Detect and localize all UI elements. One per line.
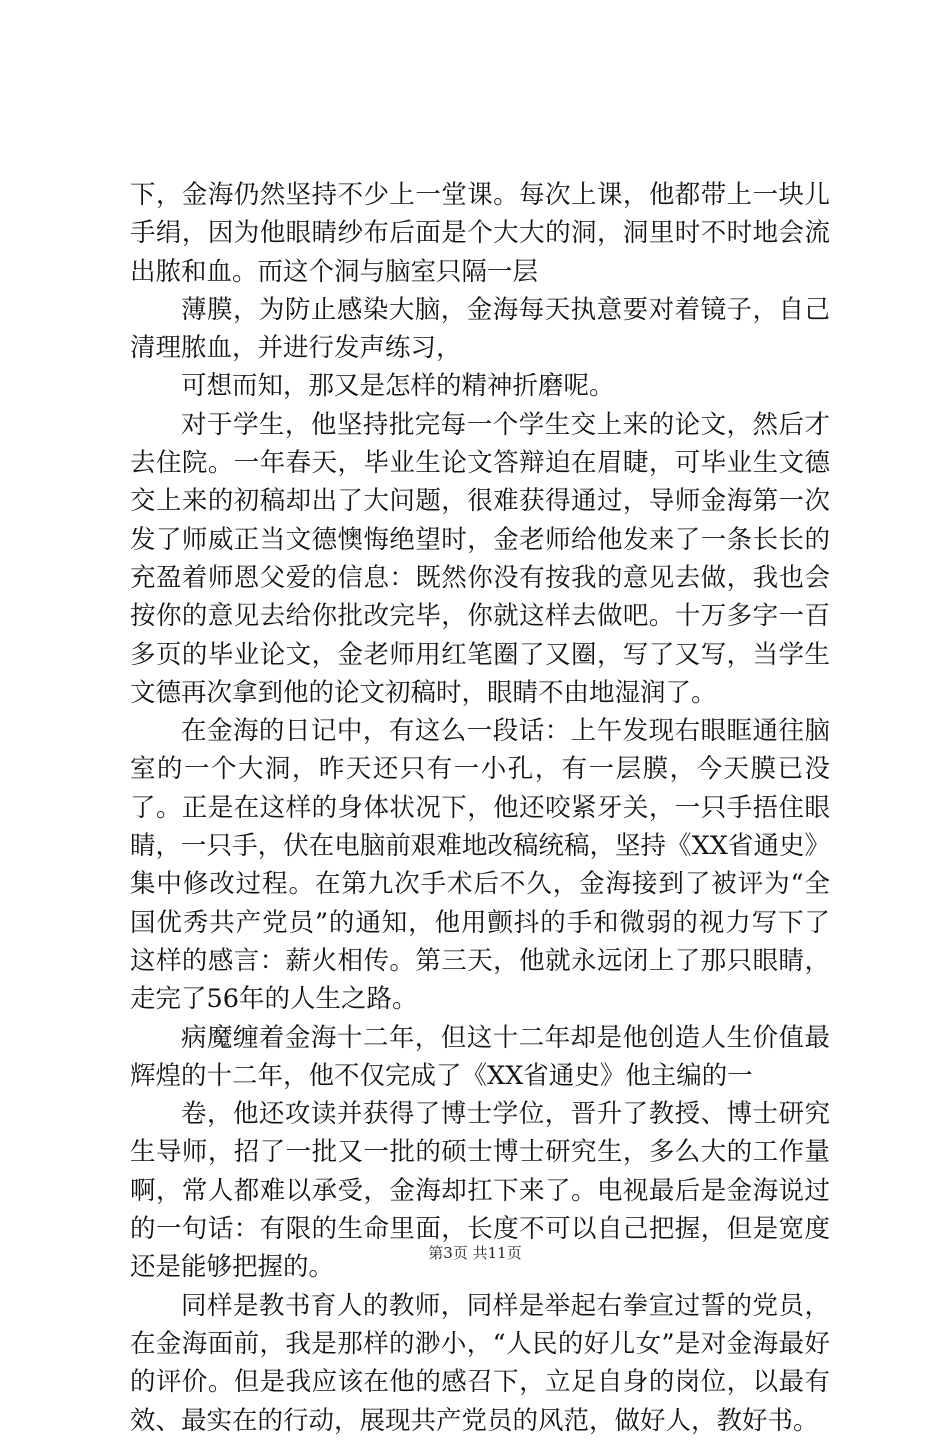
paragraph: 下，金海仍然坚持不少上一堂课。每次上课，他都带上一块儿手绢，因为他眼睛纱布后面是个大大的洞，洞里时不时地会流出脓和血。而这个洞与脑室只隔一层 bbox=[130, 180, 830, 287]
paragraph: 可想而知，那又是怎样的精神折磨呢。 bbox=[181, 371, 615, 402]
paragraph: 在金海的日记中，有这么一段话：上午发现右眼眶通往脑室的一个大洞，昨天还只有一小孔，有一层膜，今天膜已没了。正是在这样的身体状况下，他还咬紧牙关，一只手捂住眼睛，一只手，伏在电脑前艰难地改稿统稿，坚持《XX省通史》集中修改过程。在第九次手术后不久，金海接到了被评为“全国优秀共产党员”的通知，他用颤抖的手和微弱的视力写下了这样的感言：薪火相传。第三天，他就永远闭上了那只眼睛，走完了56年的人生之路。 bbox=[130, 716, 830, 1015]
paragraph: 对于学生，他坚持批完每一个学生交上来的论文，然后才去住院。一年春天，毕业生论文答辩迫在眉睫，可毕业生文德交上来的初稿却出了大问题，很难获得通过，导师金海第一次发了师威正当文德懊悔绝望时，金老师给他发来了一条长长的充盈着师恩父爱的信息：既然你没有按我的意见去做，我也会按你的意见去给你批改完毕，你就这样去做吧。十万多字一百多页的毕业论文，金老师用红笔圈了又圈，写了又写，当学生文德再次拿到他的论文初稿时，眼睛不由地湿润了。 bbox=[130, 409, 830, 708]
paragraph: 同样是教书育人的教师，同样是举起右拳宣过誓的党员，在金海面前，我是那样的渺小，“人民的好儿女”是对金海最好的评价。但是我应该在他的感召下，立足自身的岗位，以最有效、最实在的行动，展现共产党员的风范，做好人，教好书。 bbox=[130, 1290, 830, 1436]
page-number-footer: 第3页 共11页 bbox=[428, 1244, 522, 1262]
paragraph: 卷，他还攻读并获得了博士学位，晋升了教授、博士研究生导师，招了一批又一批的硕士博士研究生，多么大的工作量啊，常人都难以承受，金海却扛下来了。电视最后是金海说过的一句话：有限的生命里面，长度不可以自己把握，但是宽度还是能够把握的。 bbox=[130, 1099, 830, 1283]
paragraph: 薄膜，为防止感染大脑，金海每天执意要对着镜子，自己清理脓血，并进行发声练习， bbox=[130, 294, 830, 364]
paragraph: 病魔缠着金海十二年，但这十二年却是他创造人生价值最辉煌的十二年，他不仅完成了《XX省通史》他主编的一 bbox=[130, 1022, 830, 1091]
